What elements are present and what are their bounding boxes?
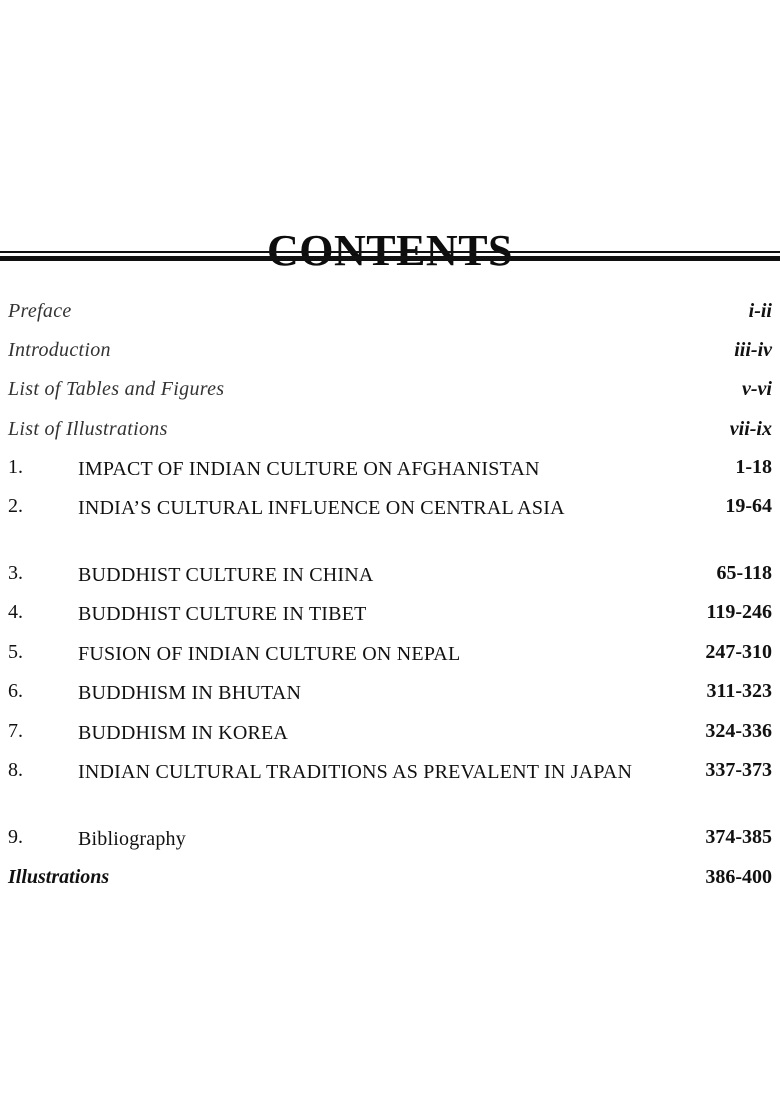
chapter-title: INDIAN CULTURAL TRADITIONS AS PREVALENT IN JAPAN bbox=[78, 761, 633, 783]
toc-chapter-3 bbox=[8, 562, 772, 601]
chapter-title: IMPACT OF INDIAN CULTURE ON AFGHANISTAN bbox=[78, 458, 540, 480]
toc-entry-title: Preface bbox=[8, 300, 72, 322]
chapter-pages: 119-246 bbox=[706, 601, 772, 623]
toc-chapter-8 bbox=[8, 759, 772, 826]
toc-entry-title: Introduction bbox=[8, 339, 111, 361]
toc-entry-pages: iii-iv bbox=[734, 339, 772, 361]
chapter-number: 4. bbox=[8, 601, 23, 623]
toc-chapter-5 bbox=[8, 641, 772, 680]
toc-entry-title: List of Illustrations bbox=[8, 418, 168, 440]
toc-entry-list-of-illustrations bbox=[8, 418, 772, 456]
toc-chapter-1 bbox=[8, 456, 772, 495]
table-of-contents bbox=[8, 300, 772, 906]
toc-chapter-7 bbox=[8, 720, 772, 759]
chapter-pages: 324-336 bbox=[705, 720, 772, 742]
chapter-title: BUDDHIST CULTURE IN CHINA bbox=[78, 564, 374, 586]
toc-entry-list-of-tables bbox=[8, 378, 772, 418]
chapter-number: 3. bbox=[8, 562, 23, 584]
title-rule-thick bbox=[0, 256, 780, 261]
chapter-number: 5. bbox=[8, 641, 23, 663]
chapter-title: BUDDHISM IN KOREA bbox=[78, 722, 289, 744]
chapter-pages: 311-323 bbox=[706, 680, 772, 702]
chapter-pages: 65-118 bbox=[716, 562, 772, 584]
toc-entry-introduction bbox=[8, 339, 772, 378]
chapter-title: Bibliography bbox=[78, 828, 186, 850]
chapter-pages: 337-373 bbox=[705, 759, 772, 781]
chapter-pages: 19-64 bbox=[725, 495, 772, 517]
toc-entry-illustrations bbox=[8, 866, 772, 906]
chapter-pages: 247-310 bbox=[705, 641, 772, 663]
title-rule-thin bbox=[0, 251, 780, 253]
toc-chapter-6 bbox=[8, 680, 772, 720]
toc-chapter-9 bbox=[8, 826, 772, 866]
chapter-number: 9. bbox=[8, 826, 23, 848]
chapter-number: 8. bbox=[8, 759, 23, 781]
toc-entry-title: Illustrations bbox=[8, 866, 110, 888]
chapter-title: INDIA’S CULTURAL INFLUENCE ON CENTRAL ASIA bbox=[78, 497, 565, 519]
chapter-number: 2. bbox=[8, 495, 23, 517]
toc-chapter-4 bbox=[8, 601, 772, 641]
chapter-number: 7. bbox=[8, 720, 23, 742]
chapter-number: 1. bbox=[8, 456, 23, 478]
chapter-number: 6. bbox=[8, 680, 23, 702]
toc-entry-pages: i-ii bbox=[748, 300, 772, 322]
toc-entry-pages: 386-400 bbox=[705, 866, 772, 888]
toc-entry-pages: vii-ix bbox=[729, 418, 772, 440]
chapter-title: BUDDHIST CULTURE IN TIBET bbox=[78, 603, 367, 625]
chapter-pages: 1-18 bbox=[735, 456, 772, 478]
toc-entry-preface bbox=[8, 300, 772, 339]
toc-entry-pages: v-vi bbox=[742, 378, 772, 400]
chapter-pages: 374-385 bbox=[705, 826, 772, 848]
toc-entry-title: List of Tables and Figures bbox=[8, 378, 225, 400]
chapter-title: BUDDHISM IN BHUTAN bbox=[78, 682, 302, 704]
chapter-title: FUSION OF INDIAN CULTURE ON NEPAL bbox=[78, 643, 461, 665]
toc-chapter-2 bbox=[8, 495, 772, 562]
